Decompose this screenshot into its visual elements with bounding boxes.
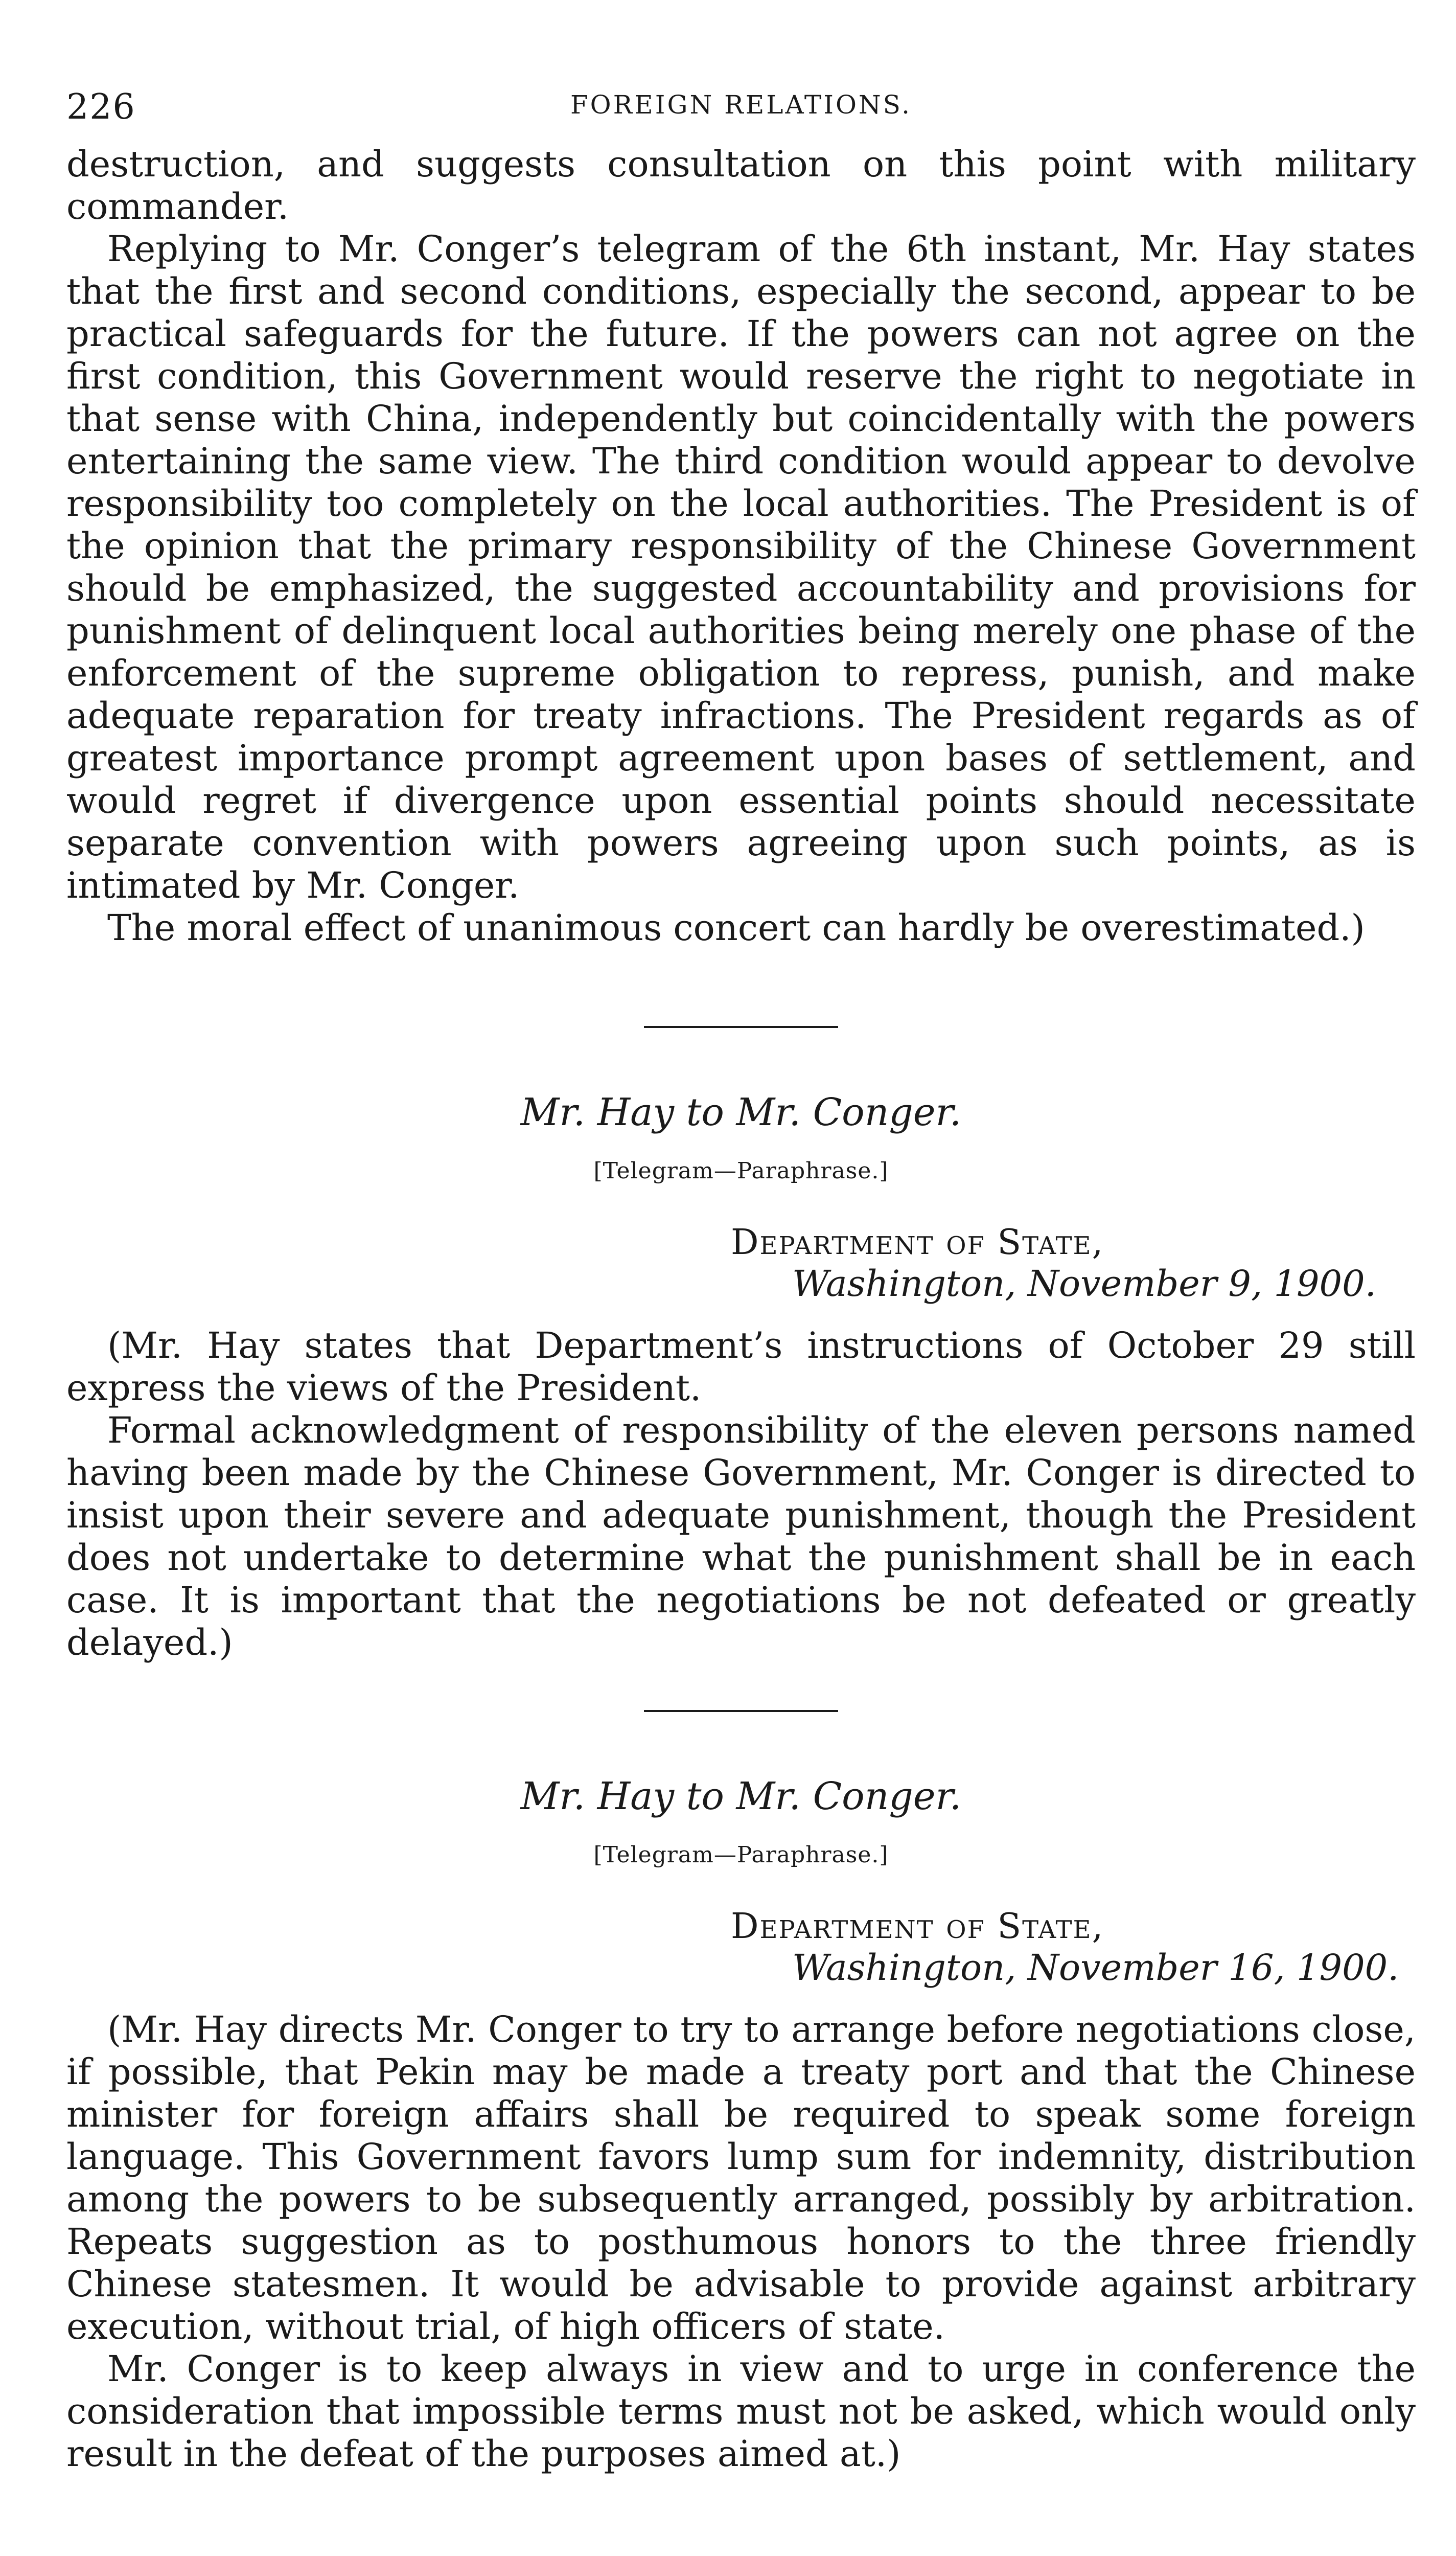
intro-block [66,143,1416,949]
department-heading: Department of State, [731,1222,1104,1263]
section-paragraph: Formal acknowledgment of responsibility of the eleven persons named having been made by the Chinese Government, Mr. Conger is directed to insist upon their severe and adequate punishment, though the President does not undertake to determine what the punishment shall be in each case. It is important that the negotiations be not defeated or greatly delayed.) [66,1409,1416,1663]
section-title: Mr. Hay to Mr. Conger. [520,1090,962,1134]
section-paragraph: (Mr. Hay states that Department’s instructions of October 29 still express the views of the President. [66,1325,1416,1409]
section-title: Mr. Hay to Mr. Conger. [520,1774,962,1818]
department-heading: Department of State, [731,1906,1104,1947]
section-paragraph: (Mr. Hay directs Mr. Conger to try to arrange before negotiations close, if possible, that Pekin may be made a treaty port and that the Chinese minister for foreign affairs shall be required to speak some foreign language. This Government favors lump sum for indemnity, distribution among the powers to be subsequently arranged, possibly by arbitration. Repeats suggestion as to posthumous honors to the three friendly Chinese statesmen. It would be advisable to provide against arbitrary execution, without trial, of high officers of state. [66,2009,1416,2347]
letter-section [66,1089,1416,1664]
page-header [66,87,1416,143]
section-subtitle: [Telegram—Paraphrase.] [593,1842,889,1868]
intro-paragraph: destruction, and suggests consultation on this point with military commander. [66,143,1416,227]
intro-paragraph: Replying to Mr. Conger’s telegram of the 6th instant, Mr. Hay states that the first and second conditions, especially the second, appear to be practical safeguards for the future. If the powers can not agree on the first condition, this Government would reserve the right to negotiate in that sense with China, independently but coincidentally with the powers entertaining the same view. The third condition would appear to devolve responsibility too completely on the local authorities. The President is of the opinion that the primary responsibility of the Chinese Government should be emphasized, the suggested accountability and provisions for punishment of delinquent local authorities being merely one phase of the enforcement of the supreme obligation to repress, punish, and make adequate reparation for treaty infractions. The President regards as of greatest importance prompt agreement upon bases of settlement, and would regret if divergence upon essential points should necessitate separate convention with powers agreeing upon such points, as is intimated by Mr. Conger. [66,228,1416,906]
section-divider [644,1026,838,1028]
intro-paragraph: The moral effect of unanimous concert can hardly be overestimated.) [107,907,1365,949]
section-divider [644,1710,838,1712]
letter-section [66,1773,1416,2475]
page-number: 226 [66,87,136,127]
section-subtitle: [Telegram—Paraphrase.] [593,1158,889,1184]
dateline: Washington, November 16, 1900. [792,1947,1399,1989]
section-paragraph: Mr. Conger is to keep always in view and to urge in conference the consideration that impossible terms must not be asked, which would only result in the defeat of the purposes aimed at.) [66,2348,1416,2475]
running-title: FOREIGN RELATIONS. [570,90,912,120]
dateline: Washington, November 9, 1900. [792,1263,1376,1305]
document-page [66,87,1416,2551]
